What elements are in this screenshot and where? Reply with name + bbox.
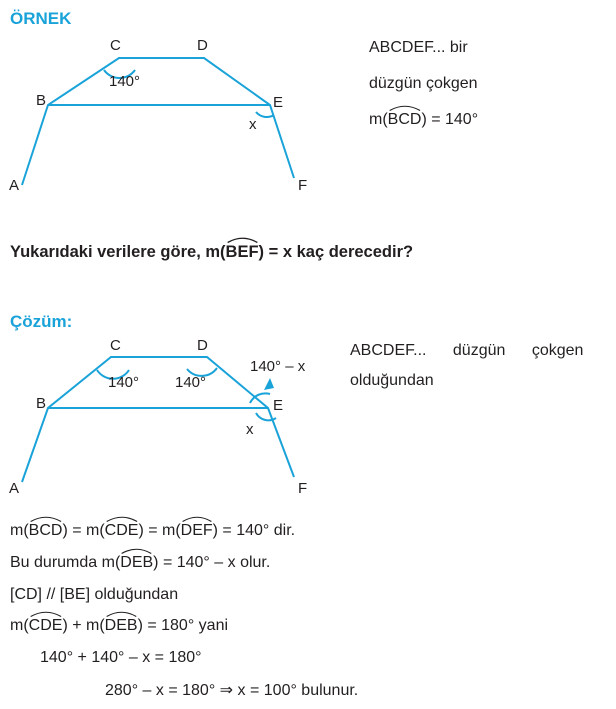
solution-heading: Çözüm:: [10, 312, 73, 331]
example-label-c: C: [110, 37, 121, 54]
arc-mark: CDE: [105, 521, 139, 541]
arc-mark: BEF: [226, 242, 259, 262]
example-label-e: E: [273, 94, 284, 111]
arc-mark: DEB: [105, 616, 138, 636]
example-label-d: D: [197, 37, 208, 54]
example-info-line3: m( BCD) = 140°: [369, 110, 478, 130]
solution-line-6: 280° – x = 180° ⇒ x = 100° bulunur.: [105, 682, 359, 699]
example-heading: ÖRNEK: [10, 9, 72, 28]
arc-mark: BCD: [388, 110, 422, 130]
solution-label-f: F: [298, 480, 308, 497]
solution-polygon: [22, 357, 294, 482]
solution-line-1: m( BCD) = m( CDE) = m( DEF) = 140° dir.: [10, 521, 295, 541]
solution-angle-d: 140°: [175, 374, 207, 391]
solution-label-d: D: [197, 337, 208, 354]
arc-mark: BCD: [29, 521, 63, 541]
question-text: Yukarıdaki verilere göre, m( BEF) = x kaç derecedir?: [10, 242, 413, 262]
solution-angle-c: 140°: [108, 374, 140, 391]
solution-info-line1-text: ABCDEF... düzgün çokgen: [350, 342, 584, 359]
solution-label-b: B: [36, 395, 47, 412]
example-info-line1: ABCDEF... bir: [369, 39, 468, 56]
solution-label-e: E: [273, 397, 284, 414]
solution-arrow-icon: [264, 378, 274, 390]
example-label-b: B: [36, 92, 47, 109]
solution-ext-angle: 140° – x: [250, 358, 306, 375]
solution-line-5: 140° + 140° – x = 180°: [40, 649, 202, 666]
arc-mark: DEF: [181, 521, 213, 541]
example-info-line2: düzgün çokgen: [369, 75, 478, 92]
arc-mark: DEB: [120, 553, 153, 573]
solution-info-line1: [350, 341, 606, 361]
example-label-x: x: [249, 116, 257, 133]
arc-mark: CDE: [29, 616, 63, 636]
solution-label-x: x: [246, 421, 254, 438]
example-label-f: F: [298, 177, 308, 194]
implies-arrow-icon: ⇒: [219, 682, 234, 699]
example-label-a: A: [9, 177, 20, 194]
solution-line-4: m( CDE) + m( DEB) = 180° yani: [10, 616, 228, 636]
solution-line-3: [CD] // [BE] olduğundan: [10, 586, 179, 603]
solution-line-2: Bu durumda m( DEB) = 140° – x olur.: [10, 553, 270, 573]
solution-label-c: C: [110, 337, 121, 354]
solution-arc-e: [256, 413, 276, 420]
solution-info-line2: olduğundan: [350, 372, 434, 389]
solution-label-a: A: [9, 480, 20, 497]
example-angle-c: 140°: [109, 73, 141, 90]
